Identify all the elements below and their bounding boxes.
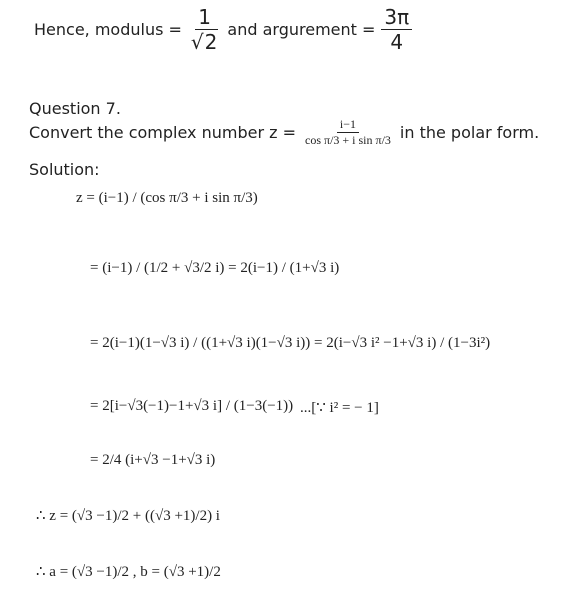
modulus-fraction bbox=[188, 6, 221, 53]
question-text bbox=[29, 118, 539, 147]
solution-line-2: = (i−1) / (1/2 + √3/2 i) = 2(i−1) / (1+√3 i) bbox=[90, 260, 340, 276]
solution-line-3: = 2(i−1)(1−√3 i) / ((1+√3 i)(1−√3 i)) = 2(i−√3 i² −1+√3 i) / (1−3i²) bbox=[90, 335, 491, 351]
argument-fraction bbox=[381, 6, 412, 53]
argument-numerator: 3π bbox=[381, 6, 412, 30]
question-prefix: Convert the complex number z = bbox=[29, 123, 297, 143]
solution-line-4-note: ...[∵ i² = − 1] bbox=[300, 400, 379, 416]
question-title: Question 7. bbox=[29, 99, 121, 118]
hence-line bbox=[34, 6, 412, 53]
solution-line-7: ∴ a = (√3 −1)/2 , b = (√3 +1)/2 bbox=[36, 564, 221, 580]
question-numerator: i−1 bbox=[337, 118, 359, 133]
sqrt-symbol: √2 bbox=[190, 30, 218, 54]
solution-label: Solution: bbox=[29, 160, 100, 179]
question-fraction bbox=[302, 118, 394, 147]
argument-denominator: 4 bbox=[390, 30, 404, 54]
solution-line-6: ∴ z = (√3 −1)/2 + ((√3 +1)/2) i bbox=[36, 508, 220, 524]
hence-prefix: Hence, modulus = bbox=[34, 20, 182, 39]
modulus-numerator: 1 bbox=[195, 6, 214, 30]
question-suffix: in the polar form. bbox=[399, 123, 540, 143]
solution-line-5: = 2/4 (i+√3 −1+√3 i) bbox=[90, 452, 216, 468]
solution-line-4: = 2[i−√3(−1)−1+√3 i] / (1−3(−1)) bbox=[90, 398, 294, 414]
hence-mid: and argurement = bbox=[227, 20, 376, 39]
modulus-denominator: 2 bbox=[204, 30, 218, 54]
question-denominator: cos π/3 + i sin π/3 bbox=[305, 133, 391, 148]
solution-line-1: z = (i−1) / (cos π/3 + i sin π/3) bbox=[76, 190, 258, 206]
